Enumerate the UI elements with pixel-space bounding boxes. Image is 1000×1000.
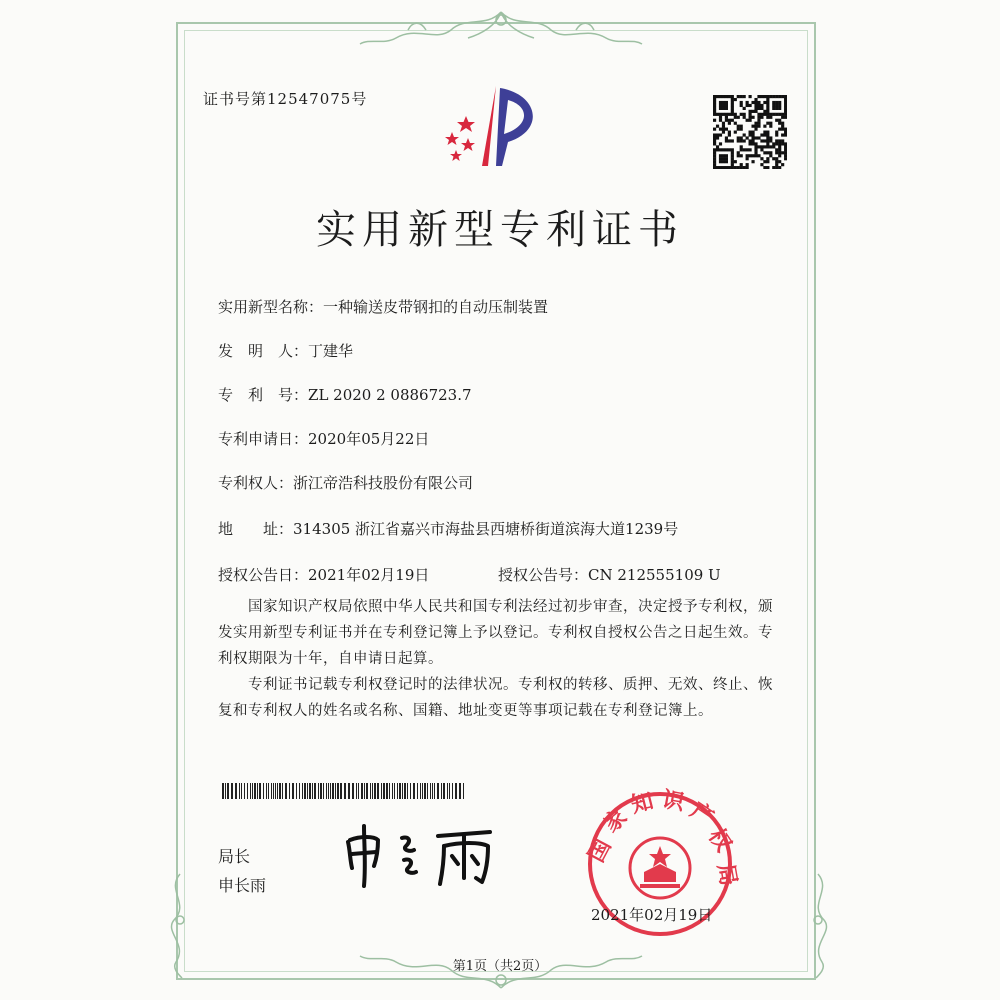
field-label: 地 址： <box>218 520 294 538</box>
barcode-icon <box>222 783 466 799</box>
svg-text:知: 知 <box>628 788 657 819</box>
certificate-body <box>218 594 784 724</box>
body-paragraph: 专利证书记载专利权登记时的法律状况。专利权的转移、质押、无效、终止、恢复和专利权人的姓名或名称、国籍、地址变更等事项记载在专利登记簿上。 <box>218 677 773 719</box>
field-utility-model-name <box>218 296 548 317</box>
field-value: 314305 浙江省嘉兴市海盐县西塘桥街道滨海大道1239号 <box>293 520 679 538</box>
svg-text:局: 局 <box>712 861 741 888</box>
field-address <box>218 518 678 539</box>
field-value: CN 212555109 U <box>588 566 721 584</box>
field-patent-number <box>218 384 472 405</box>
field-inventor <box>218 340 353 361</box>
field-grant-announcement-number <box>498 564 721 585</box>
field-filing-date <box>218 428 429 449</box>
svg-text:家: 家 <box>599 804 633 838</box>
field-label: 专利申请日： <box>218 430 309 448</box>
svg-text:权: 权 <box>702 824 736 857</box>
floral-ornament-icon <box>356 8 646 52</box>
field-value: ZL 2020 2 0886723.7 <box>308 386 472 404</box>
field-label: 实用新型名称： <box>218 298 324 316</box>
body-paragraph: 国家知识产权局依照中华人民共和国专利法经过初步审查，决定授予专利权，颁发实用新型专利证书并在专利登记簿上予以登记。专利权自授权公告之日起生效。专利权期限为十年，自申请日起算。 <box>218 599 773 667</box>
svg-text:识: 识 <box>660 787 687 816</box>
svg-text:产: 产 <box>685 798 718 832</box>
field-label: 专 利 号： <box>218 386 309 404</box>
field-grant-announcement-date <box>218 564 429 585</box>
cnipa-logo-icon <box>438 86 558 174</box>
field-patentee <box>218 472 473 493</box>
certificate-number: 证书号第12547075号 <box>203 90 368 108</box>
field-value: 浙江帝浩科技股份有限公司 <box>293 474 474 492</box>
field-label: 发 明 人： <box>218 342 309 360</box>
field-value: 2020年05月22日 <box>308 430 430 448</box>
svg-text:国: 国 <box>584 835 617 867</box>
field-value: 2021年02月19日 <box>308 566 430 584</box>
qr-code-icon <box>713 95 787 169</box>
field-label: 授权公告日： <box>218 566 309 584</box>
field-value: 丁建华 <box>308 342 354 360</box>
field-label: 授权公告号： <box>498 566 589 584</box>
director-name: 申长雨 <box>218 876 267 895</box>
page-number: 第1页（共2页） <box>452 959 548 974</box>
director-title: 局长 <box>218 847 251 866</box>
seal-date: 2021年02月19日 <box>591 906 713 924</box>
director-signature <box>340 820 510 890</box>
field-label: 专利权人： <box>218 474 294 492</box>
page-title: 实用新型专利证书 <box>316 207 684 253</box>
field-value: 一种输送皮带钢扣的自动压制装置 <box>323 298 549 316</box>
